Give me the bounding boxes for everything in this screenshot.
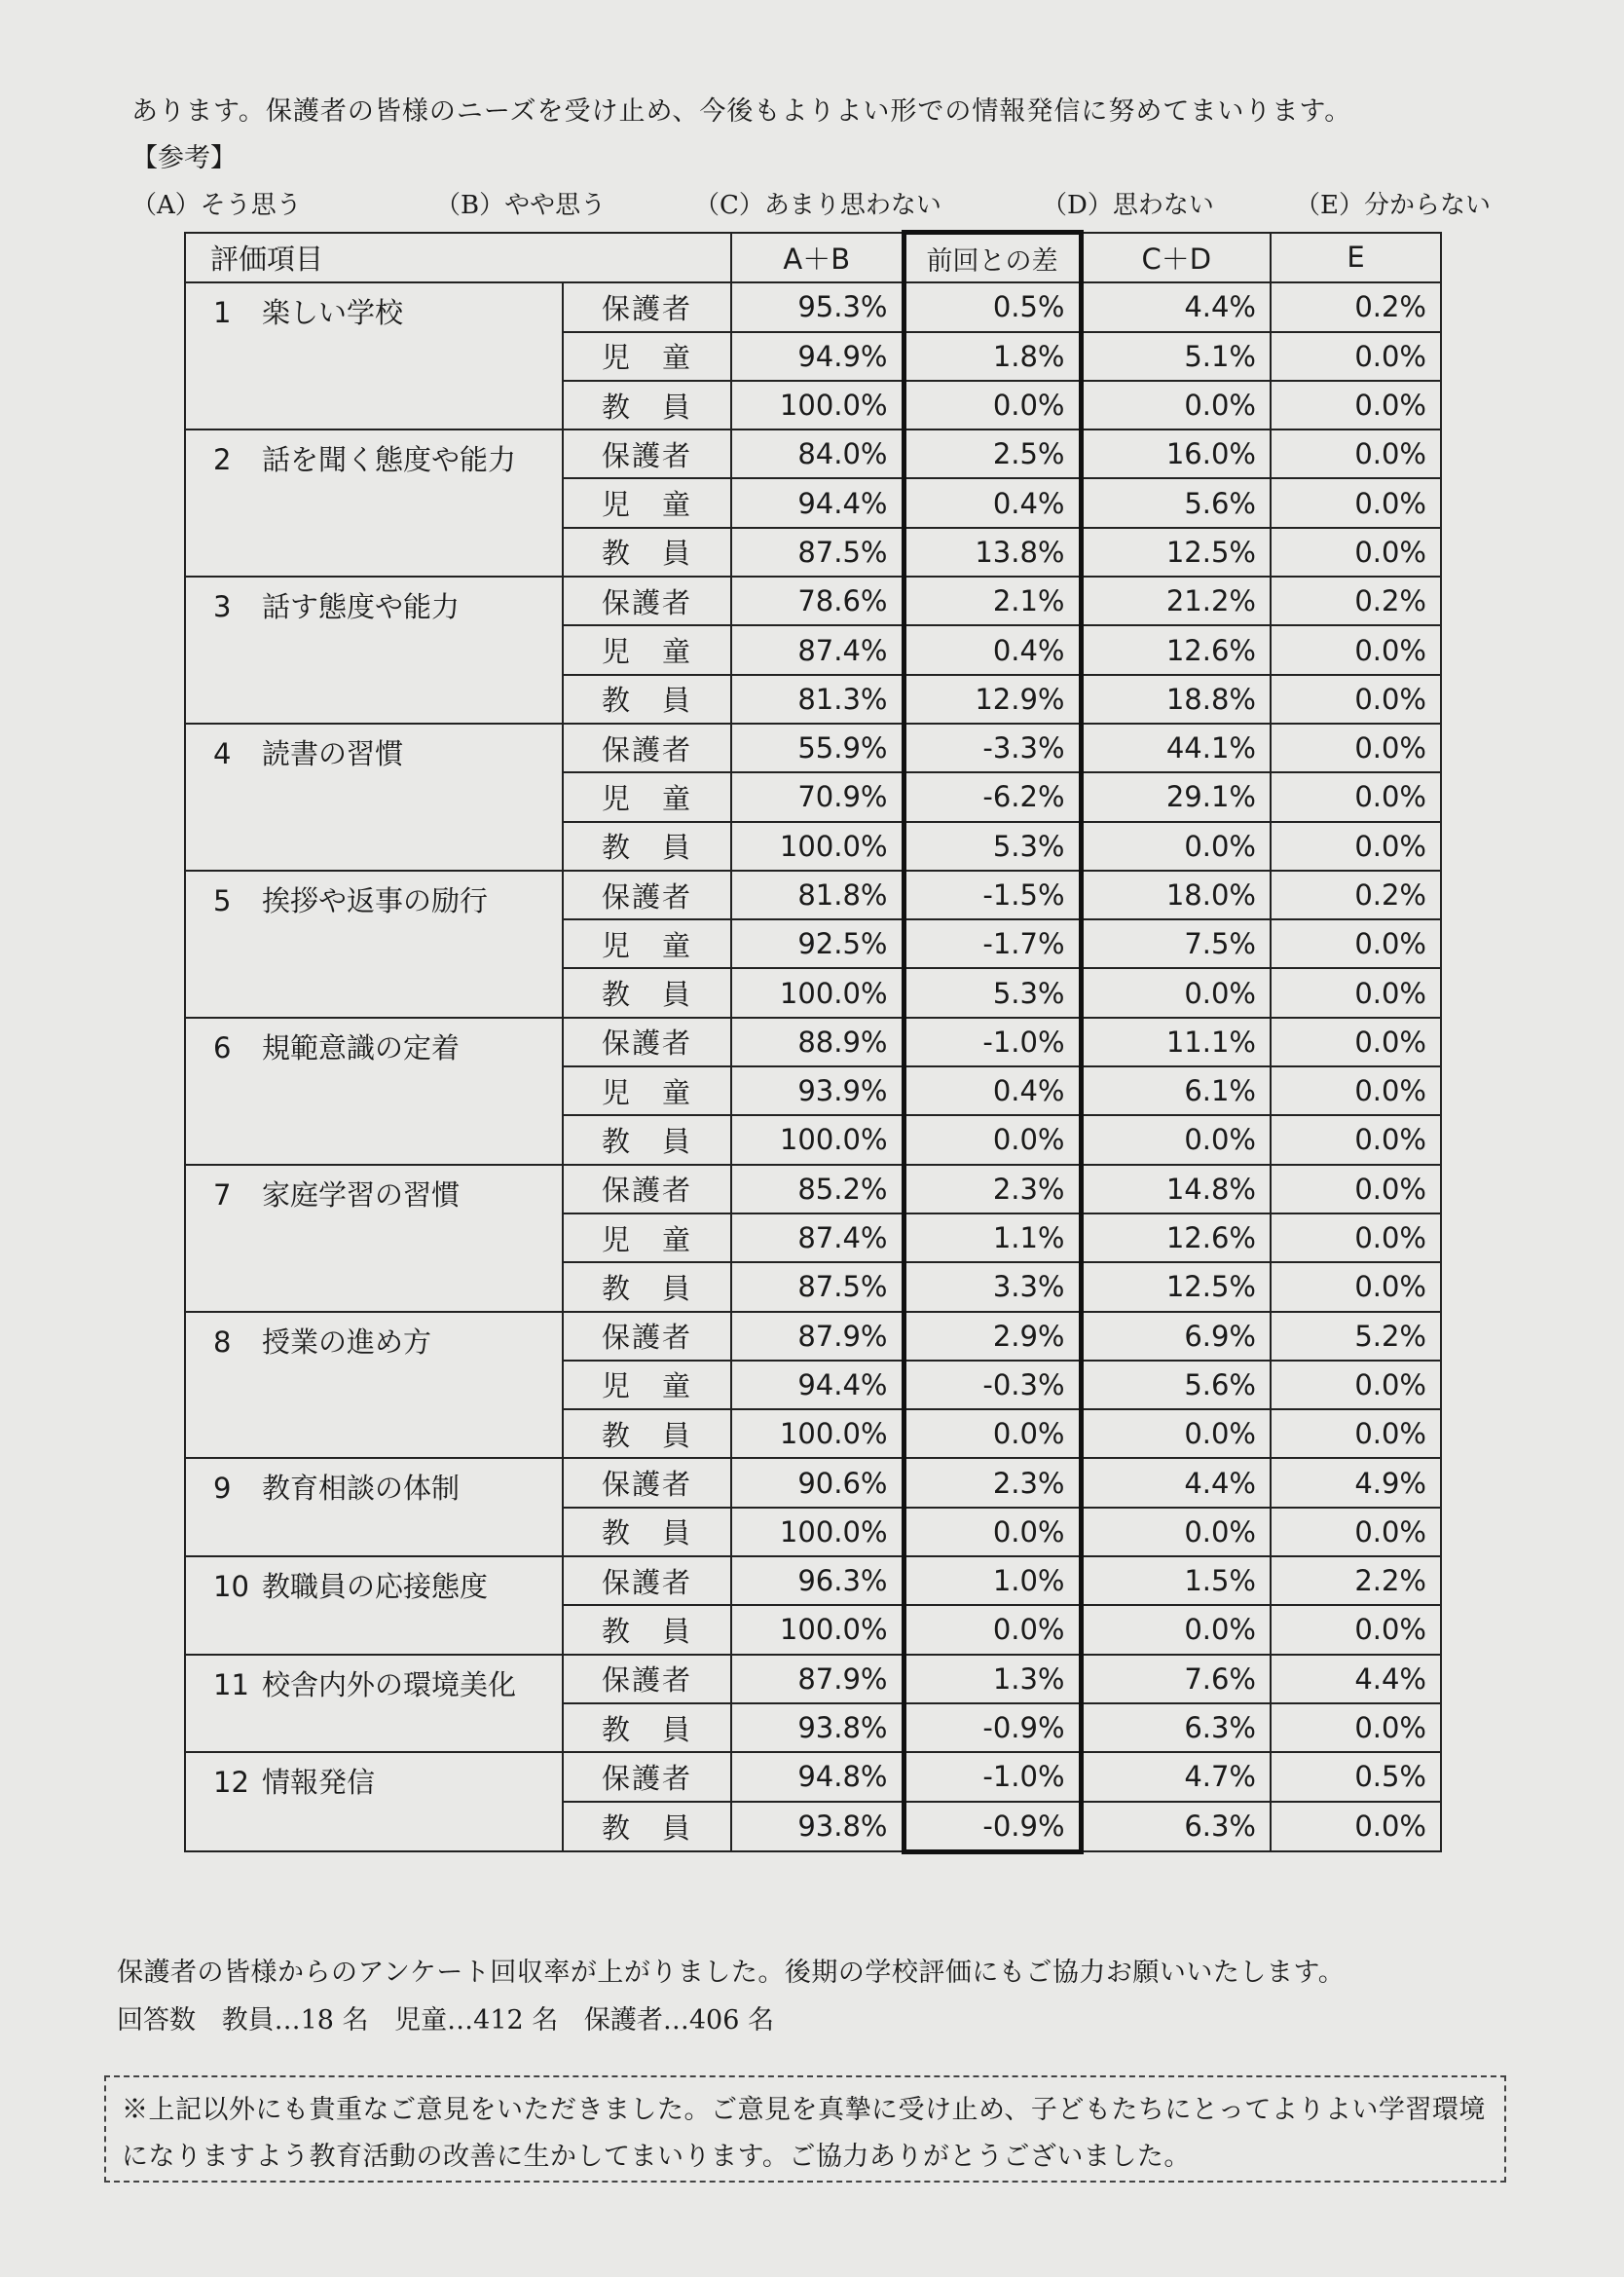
item-name: 楽しい学校 [262, 296, 404, 330]
respondent-cell: 保護者 [563, 1018, 731, 1066]
respondent-cell: 保護者 [563, 724, 731, 772]
table-row [185, 1556, 1441, 1605]
cd-cell: 18.8% [1081, 675, 1271, 724]
ab-cell: 87.9% [731, 1655, 904, 1703]
diff-cell: 0.4% [904, 1066, 1081, 1115]
diff-cell: 2.3% [904, 1165, 1081, 1213]
e-cell: 0.0% [1271, 1066, 1441, 1115]
header-diff: 前回との差 [904, 233, 1081, 283]
item-name: 情報発信 [262, 1766, 376, 1800]
ab-cell: 87.5% [731, 1262, 904, 1311]
cd-cell: 6.1% [1081, 1066, 1271, 1115]
diff-cell: 0.4% [904, 625, 1081, 674]
table-row [185, 1018, 1441, 1066]
respondent-cell: 児 童 [563, 332, 731, 381]
reference-heading: 【参考】 [131, 143, 237, 173]
diff-cell: 2.3% [904, 1458, 1081, 1507]
respondent-cell: 児 童 [563, 1213, 731, 1262]
e-cell: 0.0% [1271, 478, 1441, 527]
evaluation-table [184, 230, 1442, 1854]
respondent-cell: 児 童 [563, 1066, 731, 1115]
item-name: 読書の習慣 [262, 736, 404, 770]
respondent-cell: 教 員 [563, 822, 731, 871]
diff-cell: 0.0% [904, 381, 1081, 429]
item-name: 校舎内外の環境美化 [262, 1667, 517, 1701]
e-cell: 0.0% [1271, 1802, 1441, 1852]
e-cell: 2.2% [1271, 1556, 1441, 1605]
respondent-cell: 教 員 [563, 381, 731, 429]
ab-cell: 87.4% [731, 625, 904, 674]
legend-a: （A）そう思う [131, 191, 302, 220]
diff-cell: -1.0% [904, 1018, 1081, 1066]
respondents-label: 回答数 [117, 2005, 196, 2035]
respondent-cell: 保護者 [563, 871, 731, 919]
ab-cell: 93.8% [731, 1802, 904, 1852]
e-cell: 0.2% [1271, 871, 1441, 919]
diff-cell: 0.0% [904, 1605, 1081, 1654]
ab-cell: 94.4% [731, 478, 904, 527]
diff-cell: -0.3% [904, 1361, 1081, 1409]
ab-cell: 78.6% [731, 577, 904, 625]
diff-cell: 2.9% [904, 1312, 1081, 1361]
e-cell: 4.4% [1271, 1655, 1441, 1703]
table-row [185, 871, 1441, 919]
item-number: 3 [213, 590, 232, 624]
respondent-cell: 児 童 [563, 919, 731, 968]
ab-cell: 87.5% [731, 528, 904, 577]
e-cell: 0.0% [1271, 1262, 1441, 1311]
cd-cell: 11.1% [1081, 1018, 1271, 1066]
ab-cell: 100.0% [731, 1115, 904, 1164]
table-row [185, 577, 1441, 625]
respondent-cell: 保護者 [563, 429, 731, 478]
evaluation-item [185, 1018, 563, 1165]
e-cell: 0.0% [1271, 822, 1441, 871]
respondent-cell: 児 童 [563, 478, 731, 527]
cd-cell: 7.6% [1081, 1655, 1271, 1703]
cd-cell: 0.0% [1081, 822, 1271, 871]
diff-cell: 1.3% [904, 1655, 1081, 1703]
diff-cell: 0.5% [904, 282, 1081, 331]
item-number: 10 [213, 1570, 249, 1604]
diff-cell: 0.0% [904, 1409, 1081, 1458]
cd-cell: 0.0% [1081, 1605, 1271, 1654]
ab-cell: 84.0% [731, 429, 904, 478]
header-row [185, 233, 1441, 283]
e-cell: 0.0% [1271, 968, 1441, 1017]
table-row [185, 1752, 1441, 1801]
diff-cell: -0.9% [904, 1802, 1081, 1852]
cd-cell: 12.6% [1081, 625, 1271, 674]
cd-cell: 4.4% [1081, 1458, 1271, 1507]
diff-cell: -6.2% [904, 772, 1081, 821]
cd-cell: 29.1% [1081, 772, 1271, 821]
ab-cell: 100.0% [731, 381, 904, 429]
diff-cell: -3.3% [904, 724, 1081, 772]
e-cell: 0.0% [1271, 1508, 1441, 1556]
diff-cell: 1.8% [904, 332, 1081, 381]
cd-cell: 0.0% [1081, 1115, 1271, 1164]
table-row [185, 1458, 1441, 1507]
evaluation-item [185, 577, 563, 724]
e-cell: 0.0% [1271, 1213, 1441, 1262]
cd-cell: 18.0% [1081, 871, 1271, 919]
cd-cell: 0.0% [1081, 1409, 1271, 1458]
legend-e: （E）分からない [1295, 191, 1491, 220]
diff-cell: 0.4% [904, 478, 1081, 527]
diff-cell: 2.1% [904, 577, 1081, 625]
item-number: 2 [213, 443, 232, 477]
e-cell: 0.0% [1271, 1115, 1441, 1164]
ab-cell: 87.9% [731, 1312, 904, 1361]
ab-cell: 94.4% [731, 1361, 904, 1409]
diff-cell: -0.9% [904, 1703, 1081, 1752]
cd-cell: 14.8% [1081, 1165, 1271, 1213]
evaluation-item [185, 1165, 563, 1312]
cd-cell: 12.5% [1081, 1262, 1271, 1311]
ab-cell: 94.9% [731, 332, 904, 381]
e-cell: 0.0% [1271, 1018, 1441, 1066]
ab-cell: 94.8% [731, 1752, 904, 1801]
e-cell: 5.2% [1271, 1312, 1441, 1361]
ab-cell: 90.6% [731, 1458, 904, 1507]
table-row [185, 1655, 1441, 1703]
closing-note-box: ※上記以外にも貴重なご意見をいただきました。ご意見を真摯に受け止め、子どもたちにとってよりよい学習環境になりますよう教育活動の改善に生かしてまいります。ご協力ありがとうございました。 [104, 2075, 1506, 2183]
item-name: 教育相談の体制 [262, 1472, 461, 1506]
e-cell: 0.0% [1271, 1703, 1441, 1752]
table-row [185, 1165, 1441, 1213]
ab-cell: 100.0% [731, 822, 904, 871]
respondent-cell: 保護者 [563, 1752, 731, 1801]
legend-b: （B）やや思う [435, 191, 607, 220]
ab-cell: 100.0% [731, 1605, 904, 1654]
respondents-parents: 保護者…406 名 [583, 2005, 774, 2035]
e-cell: 0.0% [1271, 919, 1441, 968]
e-cell: 0.0% [1271, 1605, 1441, 1654]
respondent-counts [117, 1998, 792, 2036]
diff-cell: 0.0% [904, 1508, 1081, 1556]
header-cd: C＋D [1081, 233, 1271, 283]
legend-d: （D）思わない [1042, 191, 1214, 220]
diff-cell: 12.9% [904, 675, 1081, 724]
ab-cell: 81.8% [731, 871, 904, 919]
cd-cell: 0.0% [1081, 968, 1271, 1017]
cd-cell: 6.9% [1081, 1312, 1271, 1361]
respondents-students: 児童…412 名 [394, 2005, 559, 2035]
respondent-cell: 教 員 [563, 1703, 731, 1752]
respondent-cell: 児 童 [563, 1361, 731, 1409]
evaluation-item [185, 724, 563, 871]
evaluation-item [185, 871, 563, 1018]
respondent-cell: 教 員 [563, 1605, 731, 1654]
e-cell: 0.5% [1271, 1752, 1441, 1801]
e-cell: 0.0% [1271, 1409, 1441, 1458]
cd-cell: 12.6% [1081, 1213, 1271, 1262]
e-cell: 0.0% [1271, 429, 1441, 478]
ab-cell: 100.0% [731, 1409, 904, 1458]
e-cell: 0.0% [1271, 528, 1441, 577]
header-e: E [1271, 233, 1441, 283]
legend-c: （C）あまり思わない [694, 191, 941, 220]
cd-cell: 44.1% [1081, 724, 1271, 772]
respondent-cell: 教 員 [563, 1508, 731, 1556]
cd-cell: 5.1% [1081, 332, 1271, 381]
ab-cell: 92.5% [731, 919, 904, 968]
cd-cell: 4.4% [1081, 282, 1271, 331]
ab-cell: 81.3% [731, 675, 904, 724]
diff-cell: 2.5% [904, 429, 1081, 478]
diff-cell: 5.3% [904, 822, 1081, 871]
respondent-cell: 保護者 [563, 1165, 731, 1213]
ab-cell: 88.9% [731, 1018, 904, 1066]
e-cell: 0.0% [1271, 1165, 1441, 1213]
cd-cell: 7.5% [1081, 919, 1271, 968]
item-name: 授業の進め方 [262, 1325, 432, 1359]
e-cell: 0.2% [1271, 282, 1441, 331]
diff-cell: 0.0% [904, 1115, 1081, 1164]
item-name: 家庭学習の習慣 [262, 1177, 461, 1212]
ab-cell: 55.9% [731, 724, 904, 772]
item-name: 挨拶や返事の励行 [262, 883, 489, 917]
item-name: 話を聞く態度や能力 [262, 443, 517, 477]
diff-cell: 13.8% [904, 528, 1081, 577]
ab-cell: 70.9% [731, 772, 904, 821]
respondent-cell: 保護者 [563, 1556, 731, 1605]
cd-cell: 5.6% [1081, 1361, 1271, 1409]
item-name: 教職員の応接態度 [262, 1570, 489, 1604]
e-cell: 0.0% [1271, 332, 1441, 381]
item-number: 12 [213, 1766, 249, 1800]
respondent-cell: 保護者 [563, 1655, 731, 1703]
cd-cell: 21.2% [1081, 577, 1271, 625]
cd-cell: 5.6% [1081, 478, 1271, 527]
e-cell: 0.0% [1271, 772, 1441, 821]
respondent-cell: 保護者 [563, 1312, 731, 1361]
item-number: 5 [213, 883, 232, 917]
evaluation-item [185, 282, 563, 429]
e-cell: 0.0% [1271, 675, 1441, 724]
e-cell: 0.0% [1271, 381, 1441, 429]
e-cell: 0.2% [1271, 577, 1441, 625]
respondent-cell: 保護者 [563, 577, 731, 625]
ab-cell: 85.2% [731, 1165, 904, 1213]
respondent-cell: 教 員 [563, 968, 731, 1017]
cd-cell: 0.0% [1081, 381, 1271, 429]
header-item: 評価項目 [185, 233, 731, 283]
ab-cell: 95.3% [731, 282, 904, 331]
ab-cell: 96.3% [731, 1556, 904, 1605]
table-row [185, 429, 1441, 478]
respondent-cell: 児 童 [563, 625, 731, 674]
item-number: 9 [213, 1472, 232, 1506]
item-number: 1 [213, 296, 232, 330]
respondent-cell: 保護者 [563, 1458, 731, 1507]
evaluation-item [185, 1556, 563, 1655]
item-number: 4 [213, 736, 232, 770]
respondent-cell: 保護者 [563, 282, 731, 331]
header-ab: A＋B [731, 233, 904, 283]
diff-cell: 1.1% [904, 1213, 1081, 1262]
e-cell: 0.0% [1271, 625, 1441, 674]
e-cell: 4.9% [1271, 1458, 1441, 1507]
cd-cell: 12.5% [1081, 528, 1271, 577]
respondent-cell: 教 員 [563, 1262, 731, 1311]
respondent-cell: 教 員 [563, 675, 731, 724]
respondent-cell: 教 員 [563, 1115, 731, 1164]
item-number: 7 [213, 1177, 232, 1212]
item-number: 6 [213, 1030, 232, 1064]
cd-cell: 1.5% [1081, 1556, 1271, 1605]
cd-cell: 16.0% [1081, 429, 1271, 478]
diff-cell: -1.5% [904, 871, 1081, 919]
item-name: 規範意識の定着 [262, 1030, 461, 1064]
evaluation-item [185, 1655, 563, 1753]
table-row [185, 724, 1441, 772]
e-cell: 0.0% [1271, 724, 1441, 772]
evaluation-item [185, 429, 563, 577]
collection-rate-note: 保護者の皆様からのアンケート回収率が上がりました。後期の学校評価にもご協力お願いいたします。 [117, 1958, 1346, 1988]
cd-cell: 4.7% [1081, 1752, 1271, 1801]
diff-cell: -1.7% [904, 919, 1081, 968]
ab-cell: 100.0% [731, 968, 904, 1017]
respondent-cell: 教 員 [563, 1802, 731, 1852]
item-number: 8 [213, 1325, 232, 1359]
evaluation-item [185, 1458, 563, 1556]
respondents-teachers: 教員…18 名 [221, 2005, 369, 2035]
ab-cell: 87.4% [731, 1213, 904, 1262]
diff-cell: -1.0% [904, 1752, 1081, 1801]
evaluation-item [185, 1312, 563, 1459]
e-cell: 0.0% [1271, 1361, 1441, 1409]
diff-cell: 3.3% [904, 1262, 1081, 1311]
cd-cell: 6.3% [1081, 1703, 1271, 1752]
cd-cell: 6.3% [1081, 1802, 1271, 1852]
respondent-cell: 児 童 [563, 772, 731, 821]
cd-cell: 0.0% [1081, 1508, 1271, 1556]
respondent-cell: 教 員 [563, 1409, 731, 1458]
table-body [185, 282, 1441, 1851]
evaluation-item [185, 1752, 563, 1851]
ab-cell: 100.0% [731, 1508, 904, 1556]
intro-text: あります。保護者の皆様のニーズを受け止め、今後もよりよい形での情報発信に努めてまいります。 [131, 96, 1352, 127]
table-row [185, 282, 1441, 331]
ab-cell: 93.9% [731, 1066, 904, 1115]
diff-cell: 1.0% [904, 1556, 1081, 1605]
table-row [185, 1312, 1441, 1361]
item-number: 11 [213, 1667, 249, 1701]
respondent-cell: 教 員 [563, 528, 731, 577]
item-name: 話す態度や能力 [262, 590, 461, 624]
ab-cell: 93.8% [731, 1703, 904, 1752]
diff-cell: 5.3% [904, 968, 1081, 1017]
